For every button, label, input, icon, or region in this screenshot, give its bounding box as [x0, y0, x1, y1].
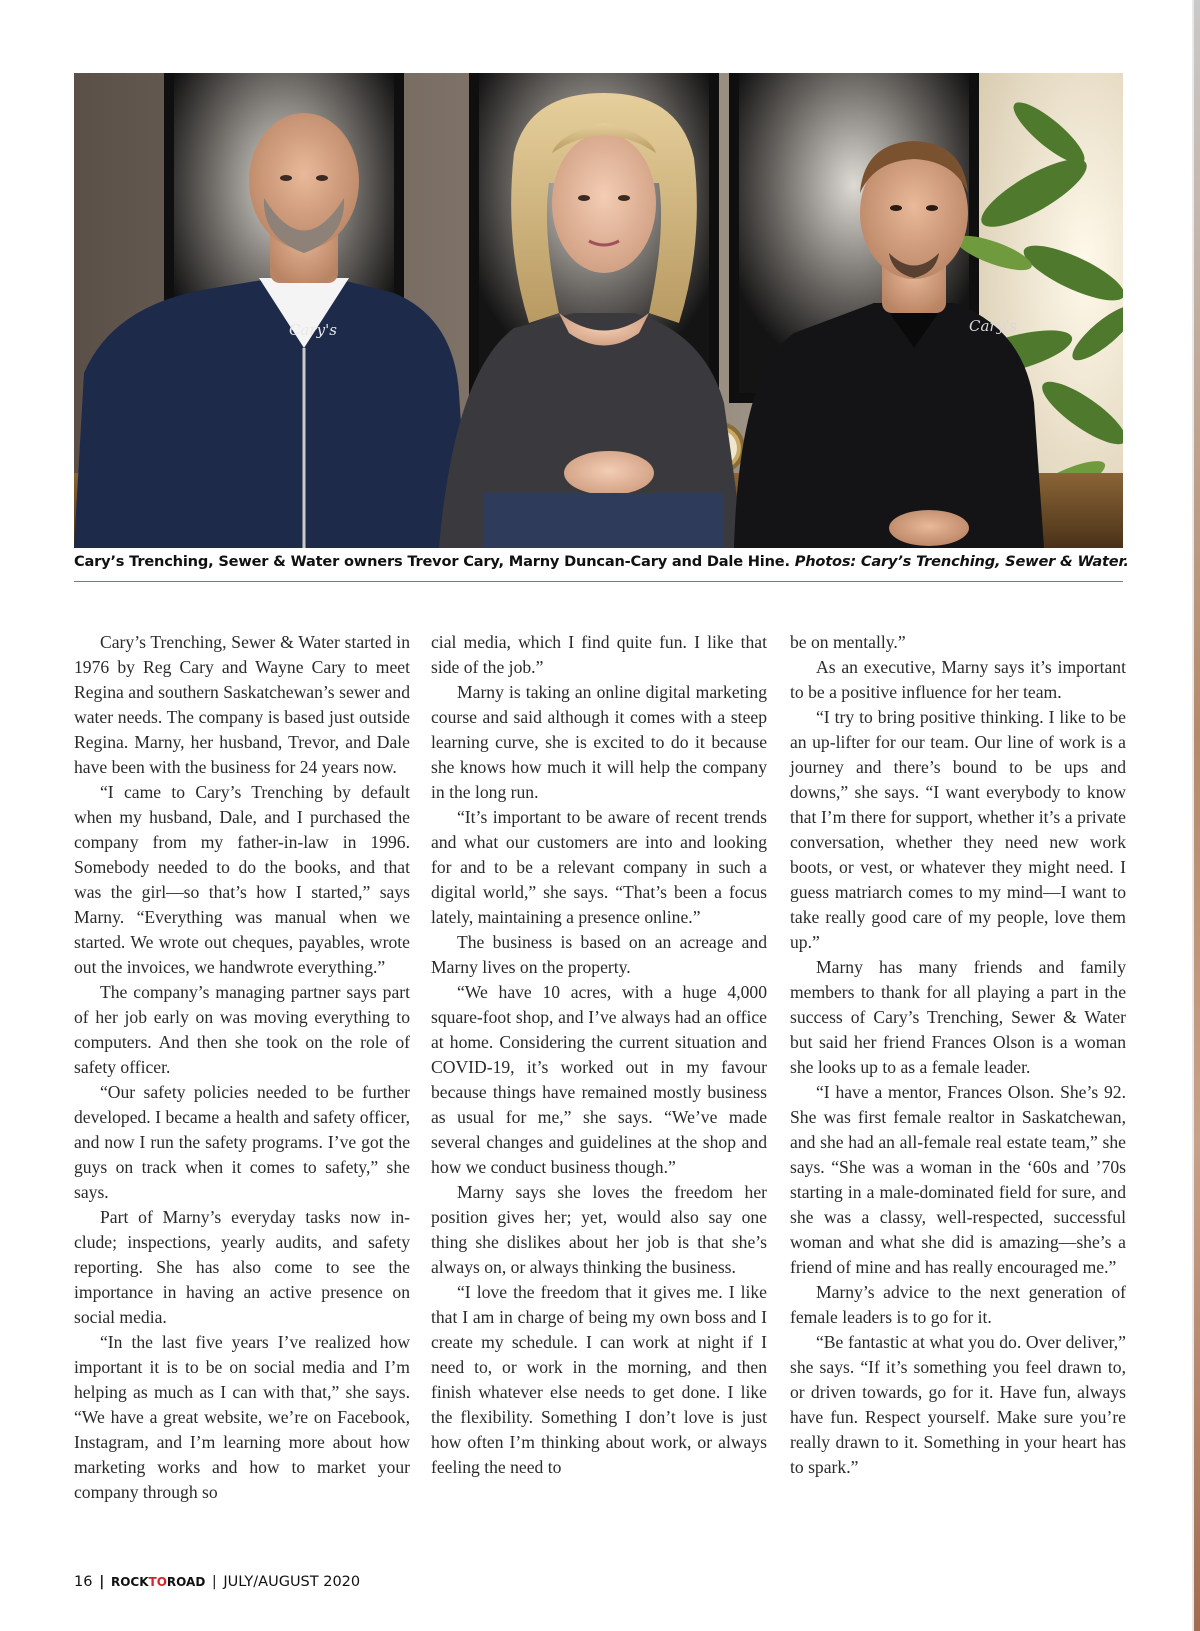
masthead-part-1: ROCK: [110, 1575, 149, 1589]
issue-date: JULY/AUGUST 2020: [223, 1574, 361, 1590]
paragraph: “Be fantastic at what you do. Over deliver,” she says. “If it’s something you feel drawn to, or driven towards, go for it. Have fun, always have fun. Respect yourself. Make sure you’re really drawn to it. Something in your heart has to spark.”: [790, 1332, 1126, 1477]
paragraph: As an executive, Marny says it’s important to be a positive influence for her team.: [790, 657, 1126, 702]
masthead-part-2: TO: [148, 1575, 167, 1589]
paragraph: “Our safety policies needed to be further developed. I became a health and safety officer, and now I run the safety programs. I’ve got the guys on track when it comes to safety,” she says.: [74, 1082, 410, 1202]
masthead-part-3: ROAD: [166, 1575, 206, 1589]
paragraph: “I love the freedom that it gives me. I like that I am in charge of being my own boss and I create my schedule. I can work at night if I need to, or work in the morning, and then finish whatever else needs to get done. I like the flexibility. Something I don’t love is just how often I’m thinking about work, or always feeling the need to: [431, 1282, 767, 1477]
page-number: 16: [74, 1574, 93, 1590]
caption-main: Cary’s Trenching, Sewer & Water owners Trevor Cary, Marny Duncan-Cary and Dale Hine.: [74, 553, 790, 570]
paragraph: “I try to bring positive thinking. I like to be an up-lifter for our team. Our line of work is a journey and there’s bound to be ups and downs,” she says. “I want everybody to know that I’m there for support, whether it’s a private conversation, whether they need new work boots, or vest, or whatever they might need. I guess matriarch comes to my mind—I want to take really good care of my people, love them up.”: [790, 707, 1126, 952]
paragraph: The business is based on an acreage and Marny lives on the property.: [431, 932, 767, 977]
caption-credit: Photos: Cary’s Trenching, Sewer & Water.: [794, 553, 1129, 570]
page-edge-shadow: [1194, 0, 1200, 1631]
paragraph: be on mentally.”: [790, 632, 906, 652]
paragraph: The company’s managing partner says part of her job early on was moving everything to computers. And then she took on the role of safety officer.: [74, 982, 410, 1077]
paragraph: Marny is taking an online digital marketing course and said although it comes with a steep learning curve, she is excited to do it because she knows how much it will help the company in the long run.: [431, 682, 767, 802]
shirt-logo-right: Cary's: [969, 317, 1017, 335]
paragraph: Part of Marny’s everyday tasks now include; inspections, yearly audits, and safety reporting. She has also come to see the importance in having an active presence on social media.: [74, 1207, 410, 1327]
magazine-masthead: [111, 1575, 205, 1589]
paragraph: “We have 10 acres, with a huge 4,000 square-foot shop, and I’ve always had an office at home. Considering the current situation and COVID-19, it’s worked out in my favour because things have remained mostly business as usual for me,” she says. “We’ve made several changes and guidelines at the shop and how we conduct business though.”: [431, 982, 767, 1177]
paragraph: “I have a mentor, Frances Olson. She’s 92. She was first female realtor in Saskatchewan, and she had an all-female real estate team,” she says. “She was a woman in the ‘60s and ’70s starting in a male-dominated field for sure, and she was a classy, well-respected, successful woman and what she did is amazing—she’s a friend of mine and has really encouraged me.”: [790, 1082, 1126, 1277]
paragraph: “It’s important to be aware of recent trends and what our customers are into and looking for and to be a relevant company in such a digital world,” she says. “That’s been a focus lately, maintaining a presence online.”: [431, 807, 767, 927]
footer-divider: |: [211, 1574, 217, 1590]
caption-rule: [74, 581, 1123, 582]
photo-caption: [74, 553, 1129, 570]
paragraph: Cary’s Trenching, Sewer & Water started in 1976 by Reg Cary and Wayne Cary to meet Regina and southern Saskatchewan’s sewer and water needs. The company is based just outside Regina. Marny, her husband, Trevor, and Dale have been with the business for 24 years now.: [74, 632, 410, 777]
paragraph: “I came to Cary’s Trenching by default when my husband, Dale, and I purchased the company from my father-in-law in 1996. Somebody needed to do the books, and that was the girl—so that’s how I started,” says Marny. “Everything was manual when we started. We wrote out cheques, payables, wrote out the invoices, we handwrote everything.”: [74, 782, 410, 977]
page-footer: [74, 1574, 360, 1590]
article-column-2: [431, 630, 767, 1480]
paragraph: Marny’s advice to the next generation of female leaders is to go for it.: [790, 1282, 1126, 1327]
footer-divider: |: [99, 1574, 105, 1590]
article-column-3: [790, 630, 1126, 1480]
owners-photo: [74, 73, 1123, 548]
article-column-1: [74, 630, 410, 1505]
paragraph: Marny says she loves the freedom her position gives her; yet, would also say one thing she dislikes about her job is that she’s always on, or always thinking the business.: [431, 1182, 767, 1277]
paragraph: “In the last five years I’ve realized how important it is to be on social media and I’m helping as much as I can with that,” she says. “We have a great website, we’re on Facebook, Instagram, and I’m learning more about how marketing works and how to market your company through so: [74, 1332, 410, 1502]
shirt-logo-left: Cary's: [289, 321, 337, 339]
paragraph: Marny has many friends and family members to thank for all playing a part in the success of Cary’s Trenching, Sewer & Water but said her friend Frances Olson is a woman she looks up to as a female leader.: [790, 957, 1126, 1077]
paragraph: cial media, which I find quite fun. I like that side of the job.”: [431, 632, 767, 677]
